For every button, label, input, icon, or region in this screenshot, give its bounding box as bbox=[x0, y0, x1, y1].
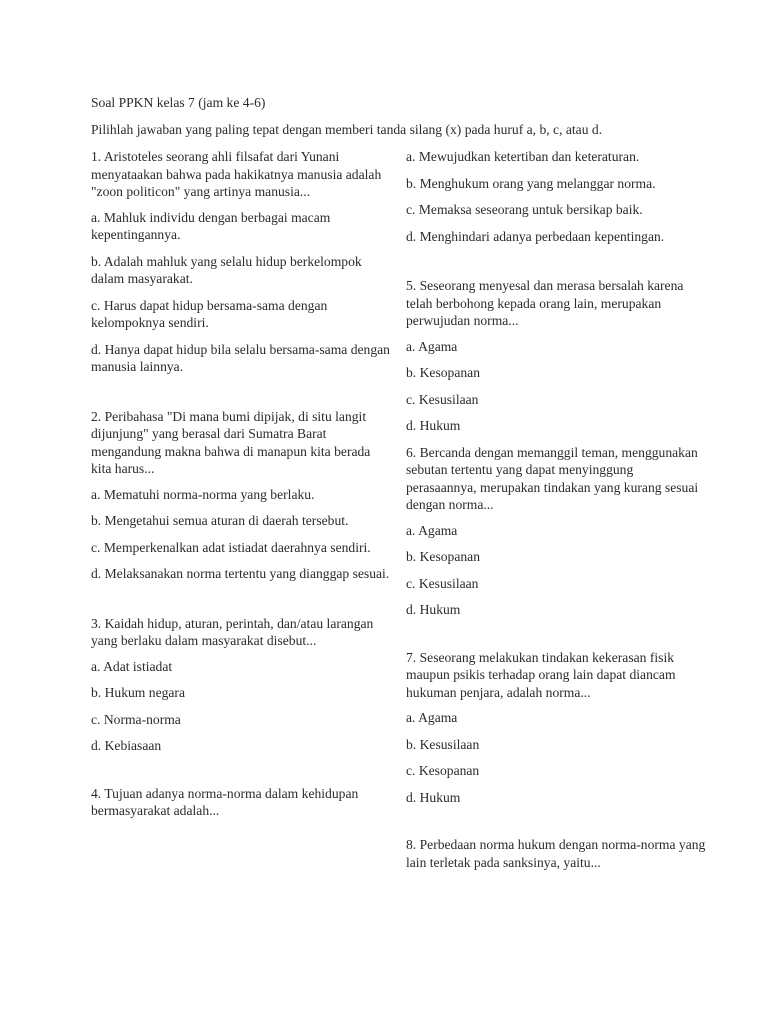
question-8 bbox=[406, 836, 706, 871]
question-5 bbox=[406, 277, 706, 435]
option-a: a. Adat istiadat bbox=[91, 658, 173, 674]
option-b: b. Adalah mahluk yang selalu hidup berkelompok dalam masyarakat. bbox=[91, 253, 362, 286]
option-d: d. Kebiasaan bbox=[91, 738, 162, 753]
right-column bbox=[406, 148, 706, 879]
option-c: c. Kesusilaan bbox=[406, 391, 479, 407]
option-a: a. Agama bbox=[406, 522, 458, 538]
question-7 bbox=[406, 649, 706, 807]
option-a: a. Mahluk individu dengan berbagai macam kepentingannya. bbox=[91, 209, 331, 242]
option-b: b. Menghukum orang yang melanggar norma. bbox=[406, 175, 656, 191]
option-d: d. Hukum bbox=[406, 418, 461, 433]
question-text: 2. Peribahasa "Di mana bumi dipijak, di situ langit dijunjung" yang berasal dari Sumatra Barat mengandung makna bahwa di manapun kita berada kita harus... bbox=[91, 408, 371, 476]
option-b: b. Mengetahui semua aturan di daerah tersebut. bbox=[91, 513, 349, 528]
question-text: 8. Perbedaan norma hukum dengan norma-norma yang lain terletak pada sanksinya, yaitu... bbox=[406, 837, 706, 870]
option-b: b. Kesopanan bbox=[406, 365, 480, 380]
option-d: d. Melaksanakan norma tertentu yang dianggap sesuai. bbox=[91, 566, 390, 581]
left-column bbox=[91, 148, 391, 828]
question-text: 6. Bercanda dengan memanggil teman, menggunakan sebutan tertentu yang dapat menyinggung perasaannya, merupakan tindakan yang kurang sesuai dengan norma... bbox=[406, 444, 699, 512]
question-text: 3. Kaidah hidup, aturan, perintah, dan/atau larangan yang berlaku dalam masyarakat disebut... bbox=[91, 615, 374, 648]
option-a: a. Agama bbox=[406, 338, 458, 354]
question-text: 7. Seseorang melakukan tindakan kekerasan fisik maupun psikis terhadap orang lain dapat diancam hukuman penjara, adalah norma... bbox=[406, 649, 676, 700]
option-a: a. Mematuhi norma-norma yang berlaku. bbox=[91, 486, 315, 502]
option-a: a. Mewujudkan ketertiban dan keteraturan. bbox=[406, 149, 640, 164]
option-a: a. Agama bbox=[406, 710, 458, 725]
question-4 bbox=[91, 785, 391, 820]
question-3 bbox=[91, 615, 391, 755]
option-c: c. Memperkenalkan adat istiadat daerahnya sendiri. bbox=[91, 539, 371, 555]
option-c: c. Memaksa seseorang untuk bersikap baik. bbox=[406, 202, 643, 217]
option-c: c. Kesusilaan bbox=[406, 575, 479, 591]
option-d: d. Menghindari adanya perbedaan kepentingan. bbox=[406, 228, 665, 244]
question-text: 1. Aristoteles seorang ahli filsafat dari Yunani menyataakan bahwa pada hakikatnya manusia adalah "zoon politicon" yang artinya manusia... bbox=[91, 149, 382, 199]
option-d: d. Hukum bbox=[406, 602, 461, 617]
question-6 bbox=[406, 444, 706, 619]
instructions: Pilihlah jawaban yang paling tepat dengan memberi tanda silang (x) pada huruf a, b, c, atau d. bbox=[91, 122, 603, 137]
question-text: 4. Tujuan adanya norma-norma dalam kehidupan bermasyarakat adalah... bbox=[91, 785, 359, 818]
option-b: b. Kesusilaan bbox=[406, 736, 480, 752]
option-b: b. Hukum negara bbox=[91, 685, 185, 700]
question-4-options bbox=[406, 148, 706, 245]
question-1 bbox=[91, 148, 391, 376]
option-d: d. Hukum bbox=[406, 789, 461, 805]
option-c: c. Norma-norma bbox=[91, 711, 181, 727]
option-d: d. Hanya dapat hidup bila selalu bersama-sama dengan manusia lainnya. bbox=[91, 341, 390, 374]
option-c: c. Harus dapat hidup bersama-sama dengan kelompoknya sendiri. bbox=[91, 297, 328, 330]
option-c: c. Kesopanan bbox=[406, 763, 480, 778]
option-b: b. Kesopanan bbox=[406, 549, 480, 564]
question-2 bbox=[91, 408, 391, 583]
question-text: 5. Seseorang menyesal dan merasa bersalah karena telah berbohong kepada orang lain, merupakan perwujudan norma... bbox=[406, 278, 684, 328]
document-title: Soal PPKN kelas 7 (jam ke 4-6) bbox=[91, 95, 266, 110]
